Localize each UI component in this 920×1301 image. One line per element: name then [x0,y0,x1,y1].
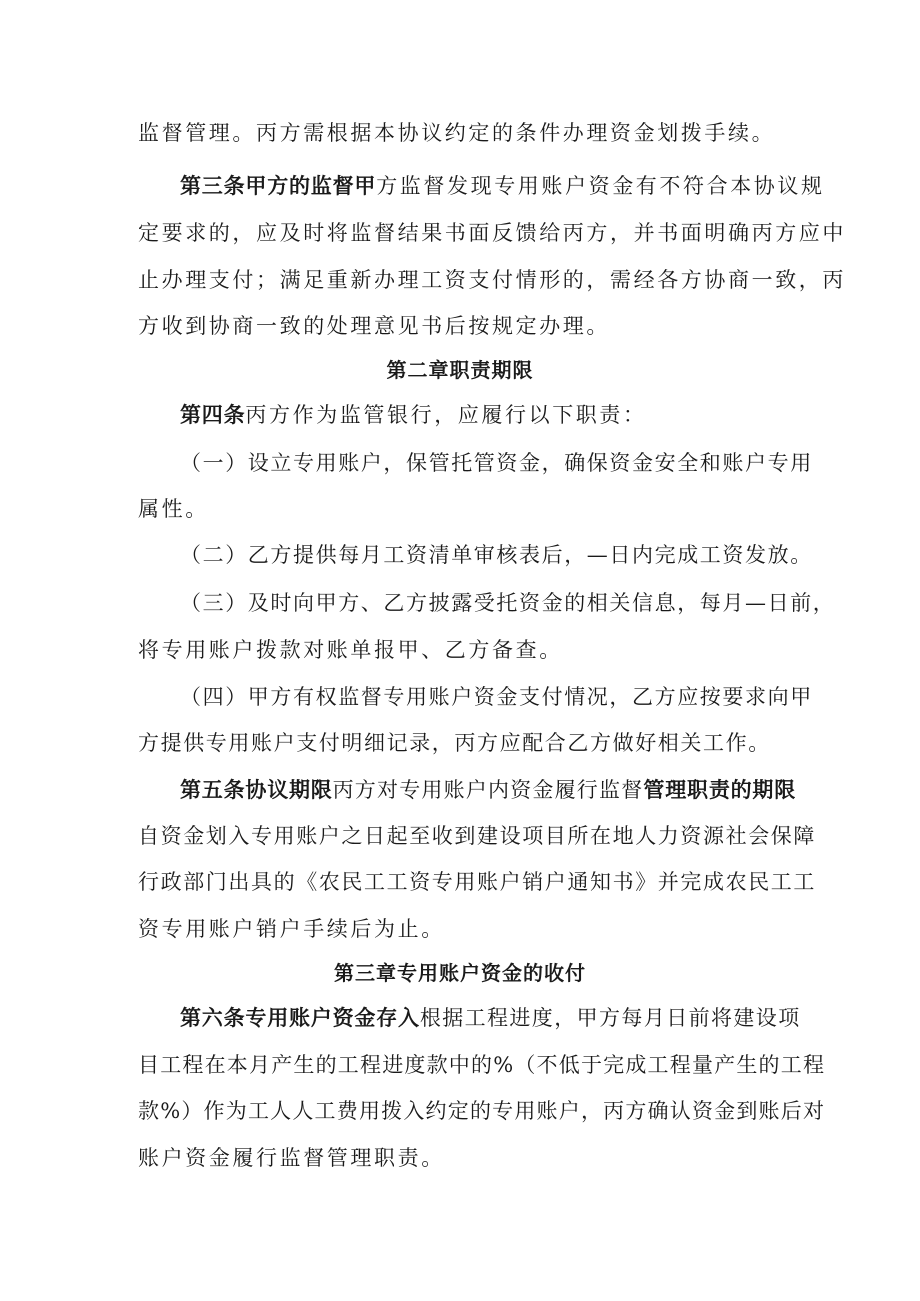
paragraph-text: 监督管理。丙方需根据本协议约定的条件办理资金划拨手续。 [138,121,776,145]
article-5-line-3 [138,867,816,897]
article-4-item-3-line-2 [138,635,794,665]
article-6-text: 款%）作为工人人工费用拨入约定的专用账户，丙方确认资金到账后对 [138,1099,826,1123]
article-4-item-3-line-1 [180,588,836,618]
article-5-line-2 [138,821,816,851]
article-6-text: 账户资金履行监督管理职责。 [138,1146,445,1170]
list-item-text: （一）设立专用账户，保管托管资金，确保资金安全和账户专用 [180,451,813,475]
article-3-text: 止办理支付；满足重新办理工资支付情形的，需经各方协商一致，丙 [138,268,846,292]
list-item-text: 属性。 [138,497,209,521]
article-3-title: 第三条甲方的监督甲 [180,174,377,198]
article-3-line-3 [138,265,846,295]
article-6-line-4 [138,1143,794,1173]
article-6-line-1 [180,1003,801,1033]
list-item-text: 方提供专用账户支付明细记录，丙方应配合乙方做好相关工作。 [138,731,771,755]
article-6-line-3 [138,1096,826,1126]
article-5-line-4 [138,914,794,944]
article-4-item-2-line-1 [180,540,813,570]
list-item-text: （四）甲方有权监督专用账户资金支付情况，乙方应按要求向甲 [180,685,813,709]
article-5-text: 资专用账户销户手续后为止。 [138,917,445,941]
article-6-line-2 [138,1050,826,1080]
article-4-title: 第四条 [180,403,246,427]
article-4-item-1-line-2 [138,494,794,524]
article-4-item-1-line-1 [180,448,813,478]
chapter-2-heading: 第二章职责期限 [386,358,534,382]
article-3-text: 方监督发现专用账户资金有不符合本协议规 [376,174,825,198]
article-5-text: 行政部门出具的《农民工工资专用账户销户通知书》并完成农民工工 [138,870,816,894]
article-6-text: 目工程在本月产生的工程进度款中的%（不低于完成工程量产生的工程 [138,1053,826,1077]
article-3-text: 方收到协商一致的处理意见书后按规定办理。 [138,314,610,338]
article-5-title: 第五条协议期限 [180,778,333,802]
article-5-text: 自资金划入专用账户之日起至收到建设项目所在地人力资源社会保障 [138,824,816,848]
article-4-item-4-line-1 [180,682,813,712]
chapter-3-heading: 第三章专用账户资金的收付 [334,961,586,985]
paragraph-line [138,118,794,148]
list-item-text: （二）乙方提供每月工资清单审核表后，—日内完成工资发放。 [180,543,813,567]
article-4-item-4-line-2 [138,728,794,758]
list-item-text: 将专用账户拨款对账单报甲、乙方备查。 [138,638,563,662]
article-5-text: 丙方对专用账户内资金履行监督 [332,778,644,802]
article-5-bold-text: 管理职责的期限 [643,778,797,802]
article-4-text: 丙方作为监管银行，应履行以下职责： [245,403,647,427]
article-5-line-1 [180,775,797,805]
article-6-text: 根据工程进度，甲方每月日前将建设项 [419,1006,801,1030]
article-6-title: 第六条专用账户资金存入 [180,1006,420,1030]
article-3-line-2 [138,218,846,248]
article-4-line-1 [180,400,794,430]
list-item-text: （三）及时向甲方、乙方披露受托资金的相关信息，每月—日前， [180,591,836,615]
article-3-text: 定要求的，应及时将监督结果书面反馈给丙方，并书面明确丙方应中 [138,221,846,245]
article-3-line-4 [138,311,794,341]
article-3-line-1 [180,171,825,201]
